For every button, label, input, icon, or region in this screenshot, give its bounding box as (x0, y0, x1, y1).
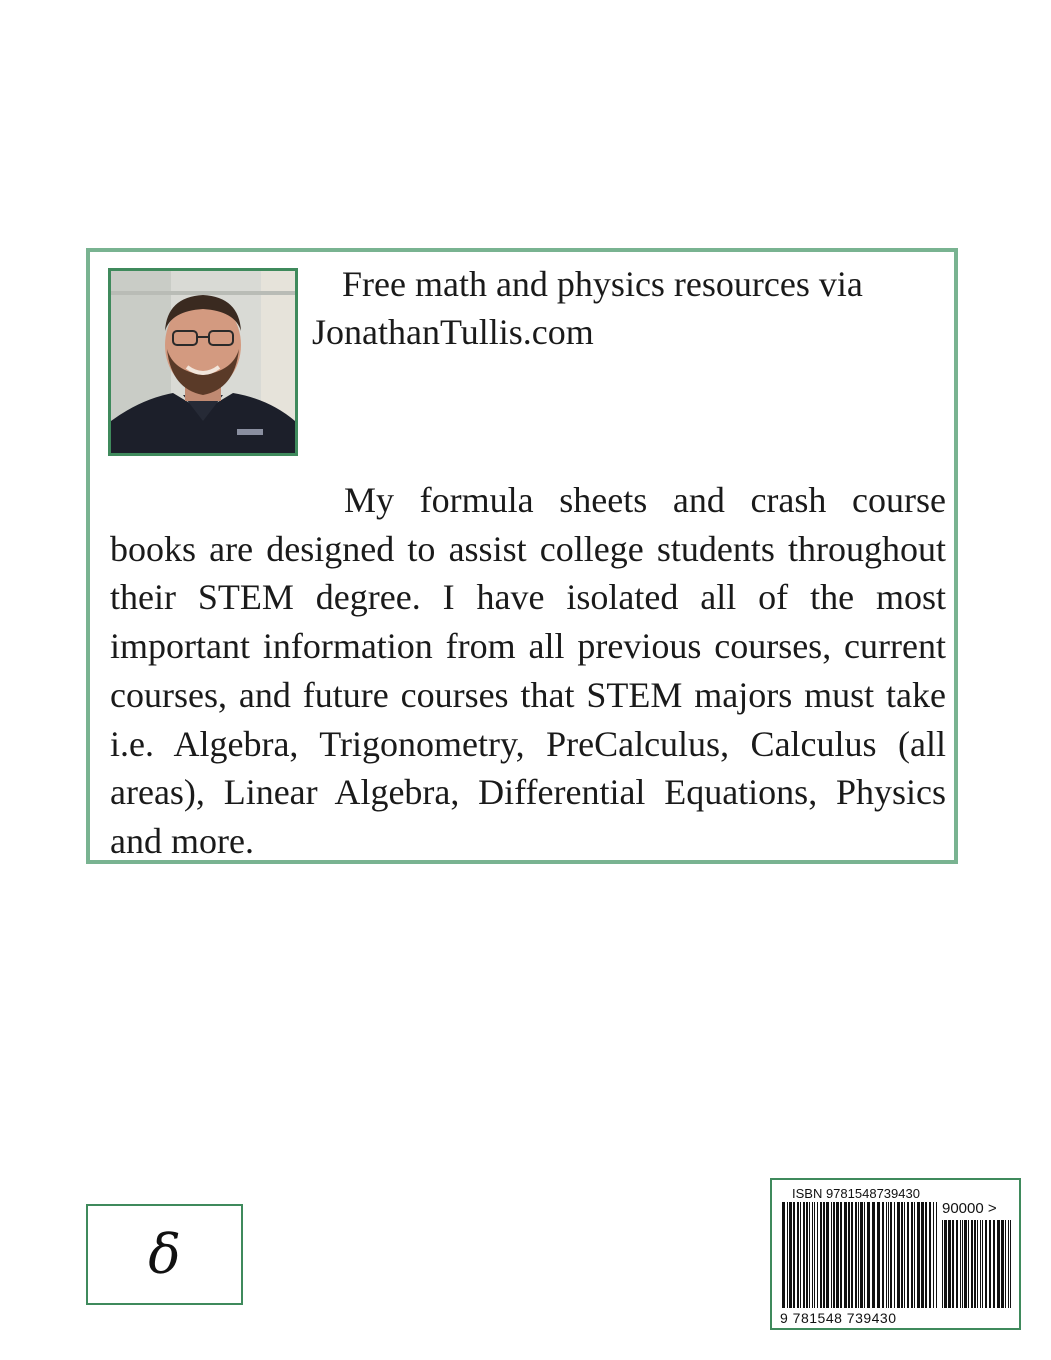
isbn-label: ISBN 9781548739430 (792, 1186, 920, 1201)
barcode-bar (872, 1202, 875, 1308)
barcode-bar (793, 1202, 795, 1308)
barcode-bar (897, 1202, 900, 1308)
ean-barcode-bars (782, 1202, 938, 1308)
barcode-bar (886, 1202, 887, 1308)
barcode-bar (907, 1202, 909, 1308)
barcode-bar (877, 1202, 880, 1308)
barcode-bar (814, 1202, 815, 1308)
barcode-bar (964, 1220, 967, 1308)
barcode-bar (911, 1202, 913, 1308)
barcode-bar (789, 1202, 792, 1308)
barcode-bar (904, 1202, 905, 1308)
barcode-bar (848, 1202, 850, 1308)
author-portrait-image (111, 271, 295, 453)
barcode-bar (817, 1202, 818, 1308)
description-paragraph: My formula sheets and crash course books are designed to assist college students throughout their STEM degree. I have isolated all of the most important information from all previous courses, current courses, and future courses that STEM majors must take i.e. Algebra, Trigonometry, PreCalculus, Calculus (all areas), Linear Algebra, Differential Equations, Physics and more. (110, 480, 946, 861)
barcode-bar (812, 1202, 813, 1308)
barcode-bar (809, 1202, 810, 1308)
barcode-bar (982, 1220, 983, 1308)
barcode-bar (989, 1220, 991, 1308)
barcode-bar (936, 1202, 937, 1308)
barcode-bar (944, 1220, 947, 1308)
barcode-bar (831, 1202, 832, 1308)
resources-intro-line: Free math and physics resources via (342, 264, 863, 304)
barcode-bar (917, 1202, 920, 1308)
barcode-bar (803, 1202, 805, 1308)
barcode-bar (894, 1202, 895, 1308)
barcode-bar (860, 1202, 863, 1308)
barcode-bar (820, 1202, 822, 1308)
barcode-bar (968, 1220, 969, 1308)
barcode-bar (956, 1220, 958, 1308)
barcode-bar (806, 1202, 808, 1308)
barcode-bar (800, 1202, 801, 1308)
barcode-bar (977, 1220, 978, 1308)
barcode-bar (888, 1202, 889, 1308)
barcode-bar (925, 1202, 927, 1308)
barcode-bar (882, 1202, 884, 1308)
barcode-bar (985, 1220, 987, 1308)
author-photo (108, 268, 298, 456)
barcode-bar (844, 1202, 847, 1308)
barcode-bar (933, 1202, 934, 1308)
barcode-bar (960, 1220, 961, 1308)
barcode-bar (787, 1202, 788, 1308)
barcode-bar (997, 1220, 1000, 1308)
barcode-bar (782, 1202, 785, 1308)
website-link[interactable]: JonathanTullis.com (312, 312, 594, 352)
barcode-bar (1001, 1220, 1004, 1308)
barcode-bar (836, 1202, 839, 1308)
barcode-bar (797, 1202, 799, 1308)
barcode-bar (952, 1220, 954, 1308)
publisher-logo (86, 1204, 243, 1305)
barcode-bar (864, 1202, 865, 1308)
barcode-bar (855, 1202, 857, 1308)
price-code: 90000 > (942, 1200, 997, 1217)
barcode-bar (858, 1202, 859, 1308)
barcode-bar (851, 1202, 853, 1308)
barcode-bar (826, 1202, 829, 1308)
barcode-bar (971, 1220, 973, 1308)
barcode-bar (914, 1202, 915, 1308)
barcode-bar (1010, 1220, 1011, 1308)
isbn-barcode (770, 1178, 1021, 1330)
barcode-bar (948, 1220, 951, 1308)
barcode-bar (833, 1202, 835, 1308)
barcode-bar (929, 1202, 931, 1308)
barcode-bar (942, 1220, 943, 1308)
barcode-bar (823, 1202, 825, 1308)
barcode-bar (867, 1202, 870, 1308)
ean-digits: 9 781548 739430 (780, 1310, 897, 1326)
barcode-bar (840, 1202, 842, 1308)
barcode-bar (962, 1220, 963, 1308)
author-info-box (86, 248, 958, 864)
barcode-bar (1005, 1220, 1006, 1308)
barcode-bar (974, 1220, 976, 1308)
barcode-bar (1008, 1220, 1009, 1308)
barcode-bar (901, 1202, 903, 1308)
addon-barcode-bars (942, 1220, 1014, 1308)
delta-symbol: δ (148, 1222, 181, 1286)
barcode-bar (993, 1220, 995, 1308)
barcode-bar (921, 1202, 924, 1308)
barcode-bar (980, 1220, 981, 1308)
barcode-bar (890, 1202, 892, 1308)
